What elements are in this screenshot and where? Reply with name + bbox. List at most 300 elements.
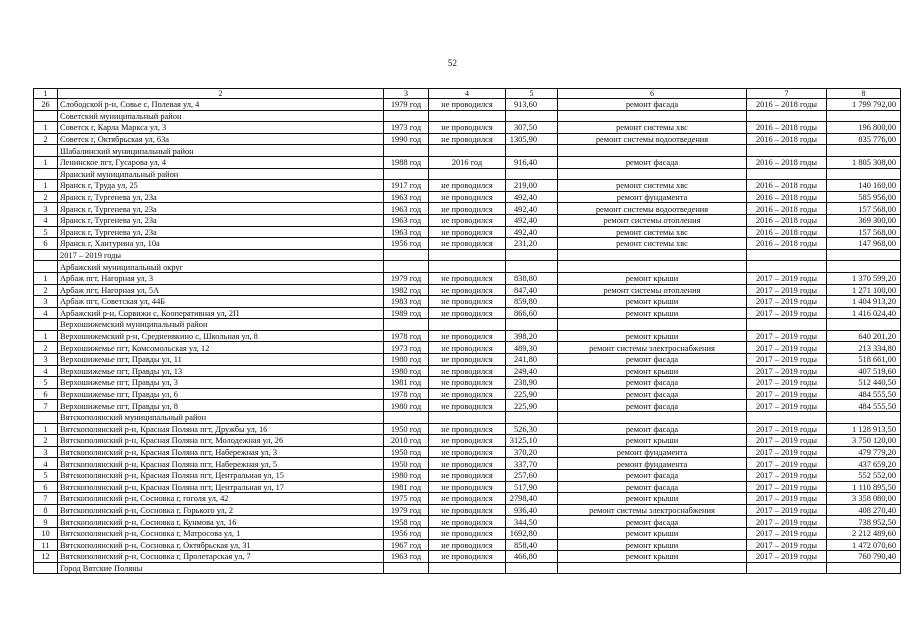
- cost-cell: 437 659,20: [827, 458, 901, 470]
- empty-cell: [558, 319, 747, 331]
- row-number: 6: [34, 238, 58, 250]
- empty-cell: [384, 412, 429, 424]
- year-built-cell: 1980 год: [384, 470, 429, 482]
- year-built-cell: 1981 год: [384, 481, 429, 493]
- table-row: [34, 330, 901, 342]
- address-cell: Вятскополянский р-н, Сосновка г, Кунмова ул, 16: [58, 516, 384, 528]
- table-row: [34, 296, 901, 308]
- address-cell: Советск г, Карла Маркса ул, 3: [58, 122, 384, 134]
- table-row: [34, 214, 901, 226]
- address-cell: Верхошижемье пгт, Правды ул, 6: [58, 388, 384, 400]
- table-row: [34, 307, 901, 319]
- area-cell: 225,90: [506, 388, 558, 400]
- year-built-cell: 1981 год: [384, 377, 429, 389]
- work-type-cell: ремонт системы хвс: [558, 180, 747, 192]
- cost-cell: 1 416 024,40: [827, 307, 901, 319]
- row-number: 3: [34, 203, 58, 215]
- row-number: 4: [34, 365, 58, 377]
- work-type-cell: ремонт фундамента: [558, 458, 747, 470]
- cost-cell: 213 334,80: [827, 342, 901, 354]
- year-built-cell: 1958 год: [384, 516, 429, 528]
- empty-cell: [827, 110, 901, 122]
- address-cell: Яранск г, Труда ул, 25: [58, 180, 384, 192]
- column-number: 7: [747, 89, 827, 99]
- area-cell: 225,90: [506, 400, 558, 412]
- area-cell: 866,60: [506, 307, 558, 319]
- year-built-cell: 1980 год: [384, 400, 429, 412]
- year-built-cell: 1982 год: [384, 284, 429, 296]
- cost-cell: 147 968,00: [827, 238, 901, 250]
- empty-cell: [506, 261, 558, 273]
- cost-cell: 1 799 792,00: [827, 99, 901, 111]
- section-title: Шабалинский муниципальный район: [58, 145, 384, 157]
- address-cell: Вятскополянский р-н, Красная Поляна пгт, Молодежная ул, 26: [58, 435, 384, 447]
- section-row: [34, 145, 901, 157]
- area-cell: 238,90: [506, 377, 558, 389]
- year-built-cell: 1990 год: [384, 133, 429, 145]
- row-number: 1: [34, 330, 58, 342]
- section-spacer: [34, 319, 58, 331]
- year-built-cell: 1979 год: [384, 504, 429, 516]
- inspection-cell: не проводился: [429, 435, 506, 447]
- empty-cell: [827, 249, 901, 261]
- section-spacer: [34, 261, 58, 273]
- address-cell: Верхошижемье пгт, Правды ул, 8: [58, 400, 384, 412]
- inspection-cell: не проводился: [429, 272, 506, 284]
- empty-cell: [827, 412, 901, 424]
- address-cell: Вятскополянский р-н, Сосновка г, Пролетарская ул, 7: [58, 551, 384, 563]
- inspection-cell: не проводился: [429, 342, 506, 354]
- address-cell: Арбаж пгт, Нагорная ул, 5А: [58, 284, 384, 296]
- empty-cell: [558, 412, 747, 424]
- row-number: 11: [34, 539, 58, 551]
- address-cell: Верхошижемье пгт, Правды ул, 13: [58, 365, 384, 377]
- period-cell: 2017 – 2019 годы: [747, 388, 827, 400]
- address-cell: Яранск г, Тургенева ул, 23а: [58, 203, 384, 215]
- column-number: 1: [34, 89, 58, 99]
- empty-cell: [506, 110, 558, 122]
- empty-cell: [558, 168, 747, 180]
- empty-cell: [429, 249, 506, 261]
- table-row: [34, 493, 901, 505]
- cost-cell: 2 212 489,60: [827, 527, 901, 539]
- empty-cell: [506, 145, 558, 157]
- empty-cell: [429, 145, 506, 157]
- table-row: [34, 365, 901, 377]
- area-cell: 526,30: [506, 423, 558, 435]
- work-type-cell: ремонт системы водоотведения: [558, 133, 747, 145]
- year-built-cell: 1963 год: [384, 551, 429, 563]
- period-cell: 2017 – 2019 годы: [747, 470, 827, 482]
- inspection-cell: не проводился: [429, 330, 506, 342]
- period-cell: 2016 – 2018 годы: [747, 122, 827, 134]
- area-cell: 231,20: [506, 238, 558, 250]
- work-type-cell: ремонт фасада: [558, 99, 747, 111]
- period-cell: 2017 – 2019 годы: [747, 516, 827, 528]
- table-row: [34, 435, 901, 447]
- empty-cell: [429, 110, 506, 122]
- area-cell: 307,50: [506, 122, 558, 134]
- inspection-cell: 2016 год: [429, 156, 506, 168]
- inspection-cell: не проводился: [429, 493, 506, 505]
- inspection-cell: не проводился: [429, 388, 506, 400]
- inspection-cell: не проводился: [429, 551, 506, 563]
- empty-cell: [827, 145, 901, 157]
- area-cell: 257,60: [506, 470, 558, 482]
- empty-cell: [384, 168, 429, 180]
- cost-cell: 140 160,00: [827, 180, 901, 192]
- address-cell: Верхошижемье пгт, Правды ул, 3: [58, 377, 384, 389]
- area-cell: 249,40: [506, 365, 558, 377]
- area-cell: 492,40: [506, 226, 558, 238]
- period-cell: 2016 – 2018 годы: [747, 156, 827, 168]
- period-cell: 2016 – 2018 годы: [747, 99, 827, 111]
- area-cell: 913,60: [506, 99, 558, 111]
- year-built-cell: 1979 год: [384, 99, 429, 111]
- inspection-cell: не проводился: [429, 296, 506, 308]
- inspection-cell: не проводился: [429, 377, 506, 389]
- row-number: 1: [34, 122, 58, 134]
- work-type-cell: ремонт системы хвс: [558, 238, 747, 250]
- row-number: 2: [34, 133, 58, 145]
- year-built-cell: 1950 год: [384, 423, 429, 435]
- year-built-cell: 1973 год: [384, 342, 429, 354]
- column-number: 5: [506, 89, 558, 99]
- work-type-cell: ремонт фасада: [558, 481, 747, 493]
- cost-cell: 760 790,40: [827, 551, 901, 563]
- section-row: [34, 168, 901, 180]
- row-number: 3: [34, 446, 58, 458]
- year-built-cell: 1963 год: [384, 214, 429, 226]
- empty-cell: [506, 412, 558, 424]
- work-type-cell: ремонт фасада: [558, 516, 747, 528]
- address-cell: Советск г, Октябрьская ул, 63а: [58, 133, 384, 145]
- work-type-cell: ремонт фундамента: [558, 446, 747, 458]
- period-cell: 2017 – 2019 годы: [747, 446, 827, 458]
- year-built-cell: 1967 год: [384, 539, 429, 551]
- cost-cell: 3 750 120,00: [827, 435, 901, 447]
- work-type-cell: ремонт фасада: [558, 354, 747, 366]
- row-number: 2: [34, 284, 58, 296]
- work-type-cell: ремонт крыши: [558, 330, 747, 342]
- row-number: 5: [34, 377, 58, 389]
- year-built-cell: 1963 год: [384, 226, 429, 238]
- empty-cell: [384, 110, 429, 122]
- cost-cell: 157 568,00: [827, 226, 901, 238]
- cost-cell: 484 555,50: [827, 400, 901, 412]
- address-cell: Верхошижемье пгт, Комсомольская ул, 12: [58, 342, 384, 354]
- table-row: [34, 377, 901, 389]
- section-row: [34, 249, 901, 261]
- inspection-cell: не проводился: [429, 203, 506, 215]
- cost-cell: 157 568,00: [827, 203, 901, 215]
- cost-cell: 1 404 913,20: [827, 296, 901, 308]
- year-built-cell: 1963 год: [384, 191, 429, 203]
- section-spacer: [34, 249, 58, 261]
- column-number: 3: [384, 89, 429, 99]
- cost-cell: 1 110 895,50: [827, 481, 901, 493]
- row-number: 26: [34, 99, 58, 111]
- empty-cell: [506, 168, 558, 180]
- inspection-cell: не проводился: [429, 470, 506, 482]
- inspection-cell: не проводился: [429, 99, 506, 111]
- period-cell: 2017 – 2019 годы: [747, 551, 827, 563]
- inspection-cell: не проводился: [429, 191, 506, 203]
- row-number: 3: [34, 296, 58, 308]
- inspection-cell: не проводился: [429, 458, 506, 470]
- cost-cell: 1 271 100,00: [827, 284, 901, 296]
- table-row: [34, 539, 901, 551]
- section-title: Вятскополянский муниципальный район: [58, 412, 384, 424]
- area-cell: 370,20: [506, 446, 558, 458]
- year-built-cell: 1973 год: [384, 122, 429, 134]
- row-number: 1: [34, 272, 58, 284]
- empty-cell: [429, 261, 506, 273]
- work-type-cell: ремонт крыши: [558, 296, 747, 308]
- row-number: 4: [34, 214, 58, 226]
- empty-cell: [558, 110, 747, 122]
- table-row: [34, 388, 901, 400]
- work-type-cell: ремонт фасада: [558, 470, 747, 482]
- work-type-cell: ремонт системы электроснабжения: [558, 504, 747, 516]
- year-built-cell: 1980 год: [384, 365, 429, 377]
- work-type-cell: ремонт крыши: [558, 435, 747, 447]
- inspection-cell: не проводился: [429, 214, 506, 226]
- repair-program-table: [33, 88, 901, 574]
- section-spacer: [34, 145, 58, 157]
- area-cell: 517,90: [506, 481, 558, 493]
- address-cell: Яранск г, Тургенева ул, 23а: [58, 191, 384, 203]
- area-cell: 1692,80: [506, 527, 558, 539]
- row-number: 1: [34, 180, 58, 192]
- period-cell: 2017 – 2019 годы: [747, 458, 827, 470]
- empty-cell: [747, 110, 827, 122]
- empty-cell: [558, 562, 747, 574]
- table-row: [34, 284, 901, 296]
- page-number: 52: [447, 58, 458, 68]
- inspection-cell: не проводился: [429, 504, 506, 516]
- empty-cell: [429, 412, 506, 424]
- year-built-cell: 1980 год: [384, 354, 429, 366]
- column-number: 6: [558, 89, 747, 99]
- cost-cell: 585 956,00: [827, 191, 901, 203]
- work-type-cell: ремонт системы электроснабжения: [558, 342, 747, 354]
- year-built-cell: 1956 год: [384, 238, 429, 250]
- table-row: [34, 342, 901, 354]
- period-cell: 2016 – 2018 годы: [747, 226, 827, 238]
- row-number: 12: [34, 551, 58, 563]
- period-cell: 2017 – 2019 годы: [747, 284, 827, 296]
- inspection-cell: не проводился: [429, 446, 506, 458]
- address-cell: Ленинское пгт, Гусарова ул, 4: [58, 156, 384, 168]
- inspection-cell: не проводился: [429, 365, 506, 377]
- cost-cell: 196 800,00: [827, 122, 901, 134]
- work-type-cell: ремонт фасада: [558, 156, 747, 168]
- work-type-cell: ремонт фасада: [558, 377, 747, 389]
- row-number: 4: [34, 458, 58, 470]
- cost-cell: 1 805 308,00: [827, 156, 901, 168]
- cost-cell: 1 370 599,20: [827, 272, 901, 284]
- section-row: [34, 261, 901, 273]
- cost-cell: 407 519,60: [827, 365, 901, 377]
- area-cell: 219,00: [506, 180, 558, 192]
- row-number: 8: [34, 504, 58, 516]
- work-type-cell: ремонт фасада: [558, 423, 747, 435]
- work-type-cell: ремонт крыши: [558, 365, 747, 377]
- area-cell: 344,50: [506, 516, 558, 528]
- inspection-cell: не проводился: [429, 527, 506, 539]
- period-cell: 2017 – 2019 годы: [747, 296, 827, 308]
- year-built-cell: 1979 год: [384, 272, 429, 284]
- empty-cell: [429, 168, 506, 180]
- empty-cell: [558, 249, 747, 261]
- address-cell: Вятскополянский р-н, Красная Поляна пгт, Центральная ул, 15: [58, 470, 384, 482]
- period-cell: 2016 – 2018 годы: [747, 191, 827, 203]
- empty-cell: [384, 562, 429, 574]
- inspection-cell: не проводился: [429, 400, 506, 412]
- section-spacer: [34, 168, 58, 180]
- cost-cell: 512 440,50: [827, 377, 901, 389]
- address-cell: Вятскополянский р-н, Сосновка г, Октябрьская ул, 31: [58, 539, 384, 551]
- address-cell: Яранск г, Хантурина ул, 10а: [58, 238, 384, 250]
- inspection-cell: не проводился: [429, 354, 506, 366]
- area-cell: 838,80: [506, 272, 558, 284]
- period-cell: 2017 – 2019 годы: [747, 354, 827, 366]
- table-row: [34, 504, 901, 516]
- work-type-cell: ремонт системы отопления: [558, 214, 747, 226]
- period-cell: 2017 – 2019 годы: [747, 435, 827, 447]
- address-cell: Вятскополянский р-н, Красная Поляна пгт, Центральная ул, 17: [58, 481, 384, 493]
- period-cell: 2017 – 2019 годы: [747, 423, 827, 435]
- row-number: 6: [34, 388, 58, 400]
- empty-cell: [506, 249, 558, 261]
- address-cell: Вятскополянский р-н, Сосновка г, Матросова ул, 1: [58, 527, 384, 539]
- cost-cell: 408 270,40: [827, 504, 901, 516]
- cost-cell: 640 201,20: [827, 330, 901, 342]
- address-cell: Вятскополянский р-н, Сосновка г, гоголя ул, 42: [58, 493, 384, 505]
- area-cell: 466,80: [506, 551, 558, 563]
- table-row: [34, 272, 901, 284]
- inspection-cell: не проводился: [429, 481, 506, 493]
- area-cell: 1305,90: [506, 133, 558, 145]
- table-row: [34, 516, 901, 528]
- empty-cell: [747, 319, 827, 331]
- address-cell: Слободской р-н, Совье с, Полевая ул, 4: [58, 99, 384, 111]
- empty-cell: [827, 261, 901, 273]
- address-cell: Вятскополянский р-н, Красная Поляна пгт, Дружбы ул, 16: [58, 423, 384, 435]
- column-number-row: [34, 89, 901, 99]
- period-cell: 2017 – 2019 годы: [747, 527, 827, 539]
- period-cell: 2017 – 2019 годы: [747, 377, 827, 389]
- period-cell: 2016 – 2018 годы: [747, 180, 827, 192]
- row-number: 1: [34, 156, 58, 168]
- section-title: 2017 – 2019 годы: [58, 249, 384, 261]
- period-cell: 2017 – 2019 годы: [747, 400, 827, 412]
- year-built-cell: 1978 год: [384, 330, 429, 342]
- empty-cell: [747, 261, 827, 273]
- empty-cell: [747, 412, 827, 424]
- year-built-cell: 1950 год: [384, 458, 429, 470]
- work-type-cell: ремонт системы отопления: [558, 284, 747, 296]
- row-number: 4: [34, 307, 58, 319]
- work-type-cell: ремонт крыши: [558, 527, 747, 539]
- empty-cell: [747, 562, 827, 574]
- empty-cell: [827, 562, 901, 574]
- cost-cell: 484 555,50: [827, 388, 901, 400]
- work-type-cell: ремонт системы водоотведения: [558, 203, 747, 215]
- year-built-cell: 1989 год: [384, 307, 429, 319]
- address-cell: Арбажский р-н, Сорвижи с, Кооперативная ул, 2П: [58, 307, 384, 319]
- work-type-cell: ремонт крыши: [558, 551, 747, 563]
- area-cell: 492,40: [506, 191, 558, 203]
- period-cell: 2016 – 2018 годы: [747, 133, 827, 145]
- row-number: 2: [34, 342, 58, 354]
- table-row: [34, 400, 901, 412]
- year-built-cell: 1956 год: [384, 527, 429, 539]
- row-number: 7: [34, 493, 58, 505]
- empty-cell: [429, 562, 506, 574]
- period-cell: 2017 – 2019 годы: [747, 272, 827, 284]
- inspection-cell: не проводился: [429, 516, 506, 528]
- empty-cell: [558, 261, 747, 273]
- inspection-cell: не проводился: [429, 226, 506, 238]
- work-type-cell: ремонт крыши: [558, 493, 747, 505]
- row-number: 7: [34, 400, 58, 412]
- address-cell: Арбаж пгт, Советская ул, 44Б: [58, 296, 384, 308]
- row-number: 5: [34, 226, 58, 238]
- work-type-cell: ремонт фасада: [558, 400, 747, 412]
- work-type-cell: ремонт крыши: [558, 539, 747, 551]
- table-row: [34, 203, 901, 215]
- column-number: 4: [429, 89, 506, 99]
- area-cell: 337,70: [506, 458, 558, 470]
- period-cell: 2017 – 2019 годы: [747, 493, 827, 505]
- area-cell: 492,40: [506, 203, 558, 215]
- area-cell: 936,40: [506, 504, 558, 516]
- area-cell: 241,80: [506, 354, 558, 366]
- section-title: Верхошижемский муниципальный район: [58, 319, 384, 331]
- inspection-cell: не проводился: [429, 238, 506, 250]
- year-built-cell: 1950 год: [384, 446, 429, 458]
- section-spacer: [34, 412, 58, 424]
- year-built-cell: 1963 год: [384, 203, 429, 215]
- section-spacer: [34, 110, 58, 122]
- section-title: Яранский муниципальный район: [58, 168, 384, 180]
- table-row: [34, 527, 901, 539]
- year-built-cell: 2010 год: [384, 435, 429, 447]
- period-cell: 2017 – 2019 годы: [747, 539, 827, 551]
- cost-cell: 518 661,00: [827, 354, 901, 366]
- empty-cell: [506, 562, 558, 574]
- inspection-cell: не проводился: [429, 423, 506, 435]
- table-row: [34, 238, 901, 250]
- row-number: 1: [34, 423, 58, 435]
- area-cell: 847,40: [506, 284, 558, 296]
- work-type-cell: ремонт фундамента: [558, 191, 747, 203]
- area-cell: 2798,40: [506, 493, 558, 505]
- area-cell: 398,20: [506, 330, 558, 342]
- address-cell: Вятскополянский р-н, Сосновка г, Горького ул, 2: [58, 504, 384, 516]
- section-row: [34, 110, 901, 122]
- row-number: 2: [34, 191, 58, 203]
- period-cell: 2017 – 2019 годы: [747, 342, 827, 354]
- area-cell: 916,40: [506, 156, 558, 168]
- table-row: [34, 481, 901, 493]
- work-type-cell: ремонт крыши: [558, 272, 747, 284]
- inspection-cell: не проводился: [429, 133, 506, 145]
- area-cell: 859,80: [506, 296, 558, 308]
- cost-cell: 1 472 070,60: [827, 539, 901, 551]
